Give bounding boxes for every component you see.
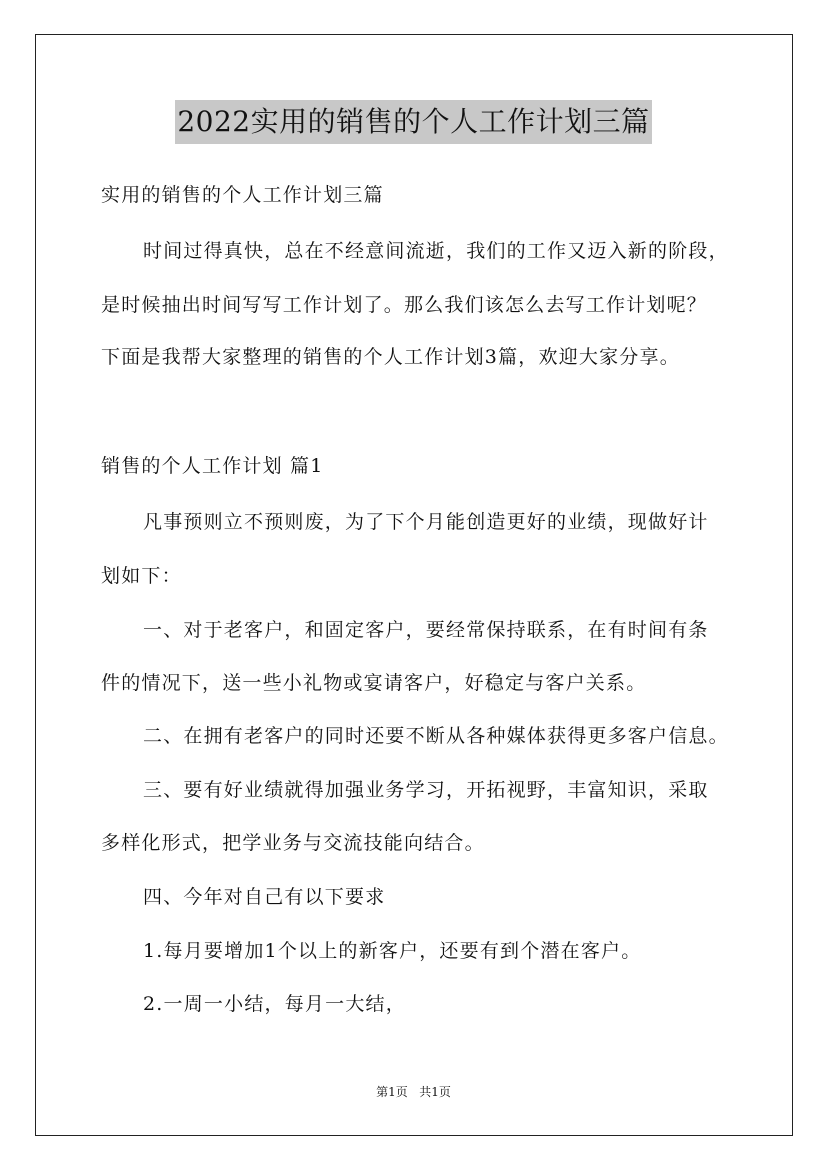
body-line-9: 1.每月要增加1个以上的新客户，还要有到个潜在客户。 [143,940,642,962]
body-line-5: 二、在拥有老客户的同时还要不断从各种媒体获得更多客户信息。 [143,725,729,747]
body-line-1: 凡事预则立不预则废，为了下个月能创造更好的业绩，现做好计 [143,511,709,533]
body-line-2: 划如下： [101,565,182,587]
title-container [0,100,827,144]
section-heading: 销售的个人工作计划 篇1 [101,455,324,477]
intro-line-1: 时间过得真快，总在不经意间流逝，我们的工作又迈入新的阶段， [143,240,729,262]
body-line-4: 件的情况下，送一些小礼物或宴请客户，好稳定与客户关系。 [101,672,647,694]
intro-line-2: 是时候抽出时间写写工作计划了。那么我们该怎么去写工作计划呢？ [101,294,708,316]
body-line-7: 多样化形式，把学业务与交流技能向结合。 [101,832,485,854]
body-line-3: 一、对于老客户，和固定客户，要经常保持联系，在有时间有条 [143,619,709,641]
body-line-6: 三、要有好业绩就得加强业务学习，开拓视野，丰富知识，采取 [143,779,709,801]
body-line-8: 四、今年对自己有以下要求 [143,886,386,908]
total-pages: 共1页 [419,1085,451,1099]
page-footer [0,1083,827,1100]
page-number: 第1页 [376,1085,408,1099]
document-title: 2022实用的销售的个人工作计划三篇 [175,100,651,144]
body-line-10: 2.一周一小结，每月一大结， [143,993,406,1015]
intro-line-3: 下面是我帮大家整理的销售的个人工作计划3篇，欢迎大家分享。 [101,346,680,368]
document-subtitle: 实用的销售的个人工作计划三篇 [101,184,384,206]
